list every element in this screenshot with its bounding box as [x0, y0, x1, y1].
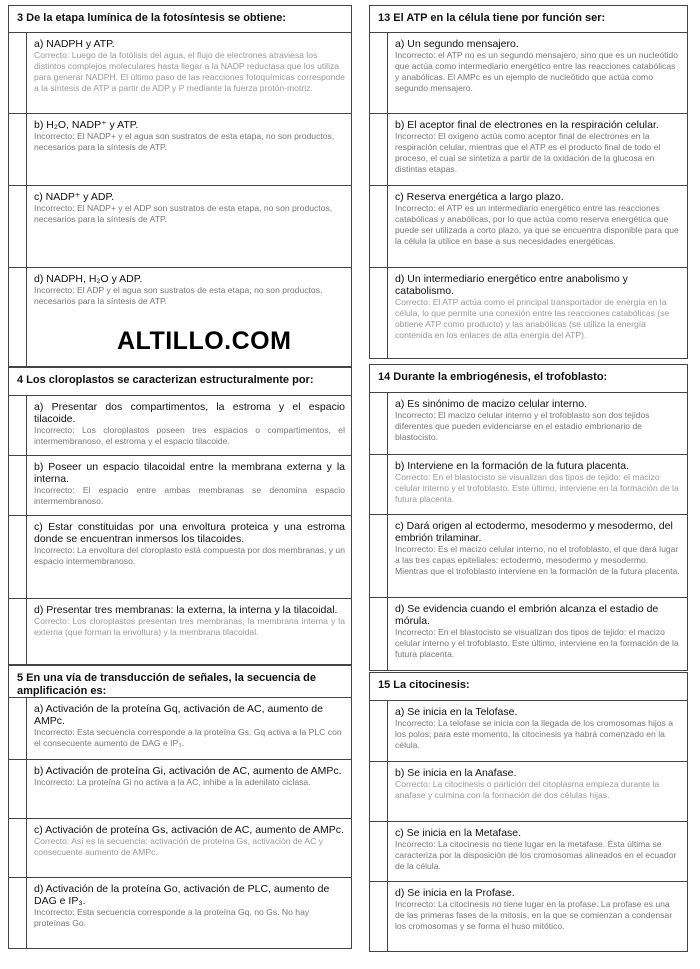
option-text: d) Un intermediario energético entre anabolismo y catabolismo.	[395, 273, 628, 297]
answer-option	[9, 698, 351, 760]
option-body	[27, 396, 351, 455]
question-title: 4 Los cloroplastos se caracterizan estructuralmente por:	[9, 368, 351, 396]
option-text: c) Dará origen al ectodermo, mesodermo y mesodermo, del embrión trilaminar.	[395, 520, 673, 544]
answer-option	[370, 822, 687, 882]
option-text: a) Se inicia en la Telofase.	[395, 706, 518, 718]
answer-option	[9, 819, 351, 878]
option-text: d) Se evidencia cuando el embrión alcanza el estadio de mórula.	[395, 603, 659, 627]
option-feedback: Correcto: El ATP actúa como el principal transportador de energía en la célula, lo que permite una conexión entre las reacciones catabólicas (se obtiene ATP como producto) y las anabólicas (se utiliza la energía contenida en los enlaces de alta energía del ATP).	[395, 297, 670, 340]
option-feedback: Correcto: Así es la secuencia: activación de proteína Gs, activación de AC y consecuente aumento de AMPc.	[34, 836, 323, 857]
option-text: c) NADP⁺ y ADP.	[34, 191, 115, 203]
option-gutter	[370, 822, 388, 881]
option-gutter	[9, 599, 27, 664]
option-feedback: Correcto: Luego de la fotólisis del agua, el flujo de electrones atraviesa los distintos complejos moleculares hasta llegar a la NADP reductasa que los utiliza para generar NADPH. El último paso de las reacciones fotoquímicas corresponde a la síntesis de ATP a partir de ADP y P mediante la fuerza protón-motriz.	[34, 50, 345, 93]
answer-option	[370, 455, 687, 515]
answer-option	[9, 186, 351, 268]
option-feedback: Incorrecto: La citocinesis no tiene lugar en la metafase. Ésta última se caracteriza por la disposición de los cromosomas alineados en el ecuador de la célula.	[395, 839, 677, 871]
option-body	[27, 599, 351, 664]
option-text: c) Reserva energética a largo plazo.	[395, 191, 564, 203]
option-gutter	[370, 882, 388, 951]
option-text: a) Presentar dos compartimentos, la estroma y el espacio tilacoide.	[34, 401, 345, 425]
option-feedback: Correcto: En el blastocisto se visualizan dos tipos de tejido: el macizo celular interno y el trofoblasto. Este último, interviene en la formación de la futura placenta.	[395, 472, 679, 504]
question-section	[8, 5, 352, 367]
right-column	[369, 5, 688, 952]
option-gutter	[370, 186, 388, 267]
option-body	[27, 114, 351, 185]
question-section	[369, 364, 688, 671]
option-text: a) Un segundo mensajero.	[395, 38, 519, 50]
option-gutter	[9, 516, 27, 598]
option-body	[388, 882, 687, 951]
option-text: b) El aceptor final de electrones en la respiración celular.	[395, 119, 659, 131]
option-body	[27, 186, 351, 267]
option-body	[388, 33, 687, 113]
option-body	[27, 456, 351, 515]
answer-option	[9, 878, 351, 948]
watermark-logo: ALTILLO.COM	[117, 327, 292, 355]
option-feedback: Incorrecto: La proteína Gi no activa a la AC, inhibe a la adenilato ciclasa.	[34, 777, 311, 787]
question-title: 3 De la etapa lumínica de la fotosíntesis se obtiene:	[9, 6, 351, 33]
option-text: d) NADPH, H₂O y ADP.	[34, 273, 143, 285]
option-text: a) NADPH y ATP.	[34, 38, 115, 50]
answer-option	[370, 515, 687, 598]
option-feedback: Incorrecto: Esta secuencia corresponde a la proteína Gs. Gq activa a la PLC con el consecuente aumento de DAG e IP₃.	[34, 727, 342, 748]
option-feedback: Incorrecto: El oxígeno actúa como aceptor final de electrones en la respiración celular, mientras que el ATP es el producto final de todo el proceso, el cual se sintetiza a partir de la oxidación de la glucosa en distintas etapas.	[395, 131, 661, 174]
option-body	[27, 819, 351, 877]
option-gutter	[9, 186, 27, 267]
question-section	[8, 367, 352, 665]
option-text: c) Activación de proteína Gs, activación de AC, aumento de AMPc.	[34, 824, 344, 836]
option-text: a) Es sinónimo de macizo celular interno.	[395, 398, 588, 410]
answer-option	[9, 114, 351, 186]
option-body	[388, 114, 687, 185]
option-body	[388, 762, 687, 821]
option-gutter	[370, 598, 388, 670]
option-gutter	[9, 33, 27, 113]
question-section	[8, 665, 352, 949]
answer-option	[370, 186, 687, 268]
option-feedback: Incorrecto: Es el macizo celular interno, no el trofoblasto, el que dará lugar a las tres capas epiteliales: ectodermo, mesodermo y mesodermo. Mientras que el trofoblasto interviene en la formación de la futura placenta.	[395, 544, 680, 576]
option-gutter	[9, 698, 27, 759]
option-body	[388, 186, 687, 267]
answer-option	[9, 33, 351, 114]
option-body	[388, 393, 687, 454]
option-text: d) Activación de la proteína Go, activación de PLC, aumento de DAG e IP₃.	[34, 883, 330, 907]
option-text: c) Se inicia en la Metafase.	[395, 827, 522, 839]
option-text: d) Se inicia en la Profase.	[395, 887, 515, 899]
option-gutter	[370, 762, 388, 821]
option-body	[388, 515, 687, 597]
option-feedback: Incorrecto: La telofase se inicia con la llegada de los cromosomas hijos a los polos; para este momento, la citocinesis ya habrá comenzado en la célula.	[395, 718, 674, 750]
option-text: b) Se inicia en la Anafase.	[395, 767, 517, 779]
option-feedback: Incorrecto: El NADP+ y el ADP son sustratos de esta etapa, no son productos, necesarios para la síntesis de ATP.	[34, 203, 333, 224]
option-feedback: Incorrecto: Los cloroplastos poseen tres espacios o compartimentos, el intermembranoso, el estroma y el espacio tilacoide.	[34, 425, 345, 446]
option-gutter	[9, 456, 27, 515]
option-gutter	[9, 760, 27, 818]
answer-option	[370, 701, 687, 762]
question-title: 15 La citocinesis:	[370, 673, 687, 701]
option-body	[388, 822, 687, 881]
option-gutter	[370, 33, 388, 113]
question-section	[369, 5, 688, 359]
option-text: b) H₂O, NADP⁺ y ATP.	[34, 119, 139, 131]
option-feedback: Correcto: La citocinesis o partición del citoplasma empieza durante la anafase y culmina con la formación de dos células hijas.	[395, 779, 660, 800]
option-body	[388, 598, 687, 670]
option-feedback: Correcto: Los cloroplastos presentan tres membranas, la membrana interna y la externa (que forman la envoltura) y la membrana tilacoidal.	[34, 616, 345, 637]
option-body	[388, 268, 687, 358]
option-gutter	[9, 268, 27, 366]
answer-option	[370, 393, 687, 455]
option-text: b) Activación de proteína Gi, activación de AC, aumento de AMPc.	[34, 765, 342, 777]
left-column	[8, 5, 352, 952]
option-body	[27, 698, 351, 759]
answer-option	[370, 268, 687, 358]
option-body	[388, 701, 687, 761]
question-section	[369, 672, 688, 952]
option-feedback: Incorrecto: Esta secuencia corresponde a la proteína Gq, no Gs. No hay proteínas Go.	[34, 907, 310, 928]
option-gutter	[370, 114, 388, 185]
option-body	[27, 760, 351, 818]
option-text: b) Interviene en la formación de la futura placenta.	[395, 460, 630, 472]
option-gutter	[370, 455, 388, 514]
option-feedback: Incorrecto: El espacio entre ambas membranas se denomina espacio intermembranoso.	[34, 485, 345, 506]
option-feedback: Incorrecto: El NADP+ y el agua son sustratos de esta etapa, no son productos, necesarios para la síntesis de ATP.	[34, 131, 335, 152]
option-gutter	[370, 515, 388, 597]
answer-option	[9, 760, 351, 819]
option-feedback: Incorrecto: La citocinesis no tiene lugar en la profase. La profase es una de las primeras fases de la mitosis, en la que se comienzan a condensar los cromosomas y se forma el huso mitótico.	[395, 899, 673, 931]
option-feedback: Incorrecto: El macizo celular interno y el trofoblasto son dos tejidos diferentes que pueden evidenciarse en el estadio embrionario de blastocisto.	[395, 410, 650, 442]
option-body	[388, 455, 687, 514]
answer-option	[9, 396, 351, 456]
option-feedback: Incorrecto: el ATP es un intermediario energético entre las reacciones catabólicas y anabólicas, por lo que actúa como reserva energética que puede ser utilizada a corto plazo, ya que se encuentra disponible para que la célula la utilice en base a sus necesidades energéticas.	[395, 203, 679, 246]
answer-option	[9, 516, 351, 599]
option-gutter	[9, 819, 27, 877]
option-feedback: Incorrecto: En el blastocisto se visualizan dos tipos de tejido: el macizo celular interno y el trofoblasto. Este último, interviene en la formación de la futura placenta.	[395, 627, 679, 659]
option-gutter	[370, 268, 388, 358]
answer-option	[370, 598, 687, 670]
option-feedback: Incorrecto: el ATP no es un segundo mensajero, sino que es un nucleótido que actúa como intermediario energético entre las reacciones catabólicas y anabólicas. El AMPc es un ejemplo de nucleótido que actúa como segundo mensajero.	[395, 50, 678, 93]
option-gutter	[370, 701, 388, 761]
option-gutter	[9, 878, 27, 948]
option-text: b) Poseer un espacio tilacoidal entre la membrana externa y la interna.	[34, 461, 345, 485]
option-body	[27, 33, 351, 113]
option-feedback: Incorrecto: El ADP y el agua son sustratos de esta etapa, no son productos, necesarios para la síntesis de ATP.	[34, 285, 323, 306]
option-feedback: Incorrecto: La envoltura del cloroplasto está compuesta por dos membranas, y un espacio intermembranoso.	[34, 545, 345, 566]
answer-option	[370, 114, 687, 186]
question-title: 14 Durante la embriogénesis, el trofoblasto:	[370, 365, 687, 393]
option-gutter	[370, 393, 388, 454]
question-title: 5 En una vía de transducción de señales, la secuencia de amplificación es:	[9, 666, 351, 698]
answer-option	[370, 33, 687, 114]
option-body	[27, 516, 351, 598]
option-text: c) Estar constituidas por una envoltura proteica y una estroma donde se encuentran inmersos los tilacoides.	[34, 521, 345, 545]
answer-option	[370, 762, 687, 822]
option-gutter	[9, 396, 27, 455]
question-title: 13 El ATP en la célula tiene por función ser:	[370, 6, 687, 33]
answer-option	[9, 599, 351, 664]
option-text: a) Activación de la proteína Gq, activación de AC, aumento de AMPc.	[34, 703, 323, 727]
answer-option	[370, 882, 687, 951]
option-body	[27, 878, 351, 948]
answer-option	[9, 456, 351, 516]
option-text: d) Presentar tres membranas: la externa, la interna y la tilacoidal.	[34, 604, 338, 616]
option-gutter	[9, 114, 27, 185]
